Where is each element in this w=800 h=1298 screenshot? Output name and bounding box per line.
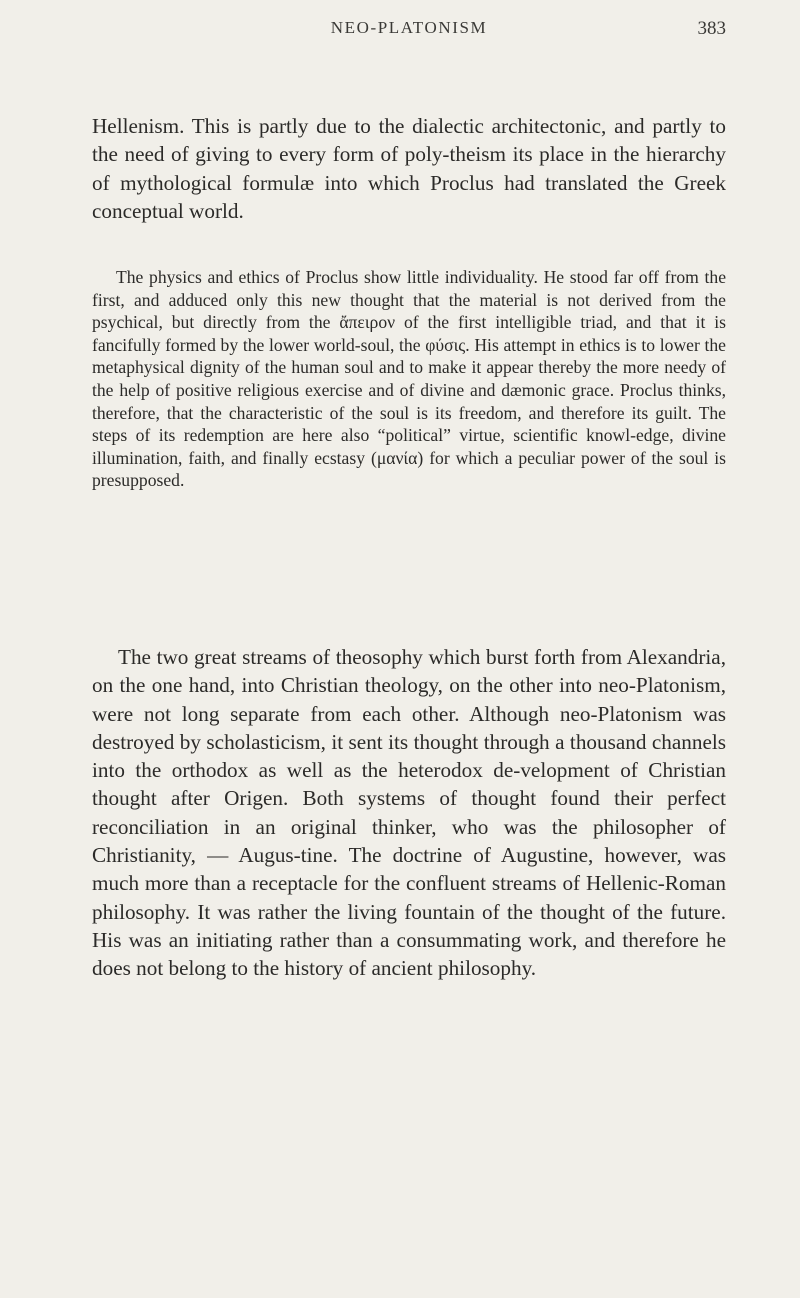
paragraph-small-print: The physics and ethics of Proclus show little individuality. He stood far off from the first, and adduced only this new thought that the material is not derived from the psychical, but directly from the ἄπειρον of the first intelligible triad, and that it is fancifully formed by the lower world-soul, the φύσις. His attempt in ethics is to lower the metaphysical dignity of the human soul and to make it appear thereby the more needy of the help of positive religious exercise and of divine and dæmonic grace. Proclus thinks, therefore, that the characteristic of the soul is its freedom, and therefore its guilt. The steps of its redemption are here also “political” virtue, scientific knowl-edge, divine illumination, faith, and finally ecstasy (μανία) for which a peculiar power of the soul is presupposed.	[92, 267, 726, 491]
paragraph-continuation: Hellenism. This is partly due to the dialectic architectonic, and partly to the need of giving to every form of poly-theism its place in the hierarchy of mythological formulæ into which Proclus had translated the Greek conceptual world.	[92, 114, 726, 223]
paragraph-theosophy: The two great streams of theosophy which burst forth from Alexandria, on the one hand, into Christian theology, on the other into neo-Platonism, were not long separate from each other. Although neo-Platonism was destroyed by scholasticism, it sent its thought through a thousand channels into the orthodox as well as the heterodox de-velopment of Christian thought after Origen. Both systems of thought found their perfect reconciliation in an original thinker, who was the philosopher of Christianity, — Augus-tine. The doctrine of Augustine, however, was much more than a receptacle for the confluent streams of Hellenic-Roman philosophy. It was rather the living fountain of the thought of the future. His was an initiating rather than a consummating work, and therefore he does not belong to the history of ancient philosophy.	[92, 645, 726, 981]
page-number: 383	[697, 18, 726, 39]
running-head	[92, 18, 726, 44]
running-title: NEO-PLATONISM	[330, 18, 488, 37]
